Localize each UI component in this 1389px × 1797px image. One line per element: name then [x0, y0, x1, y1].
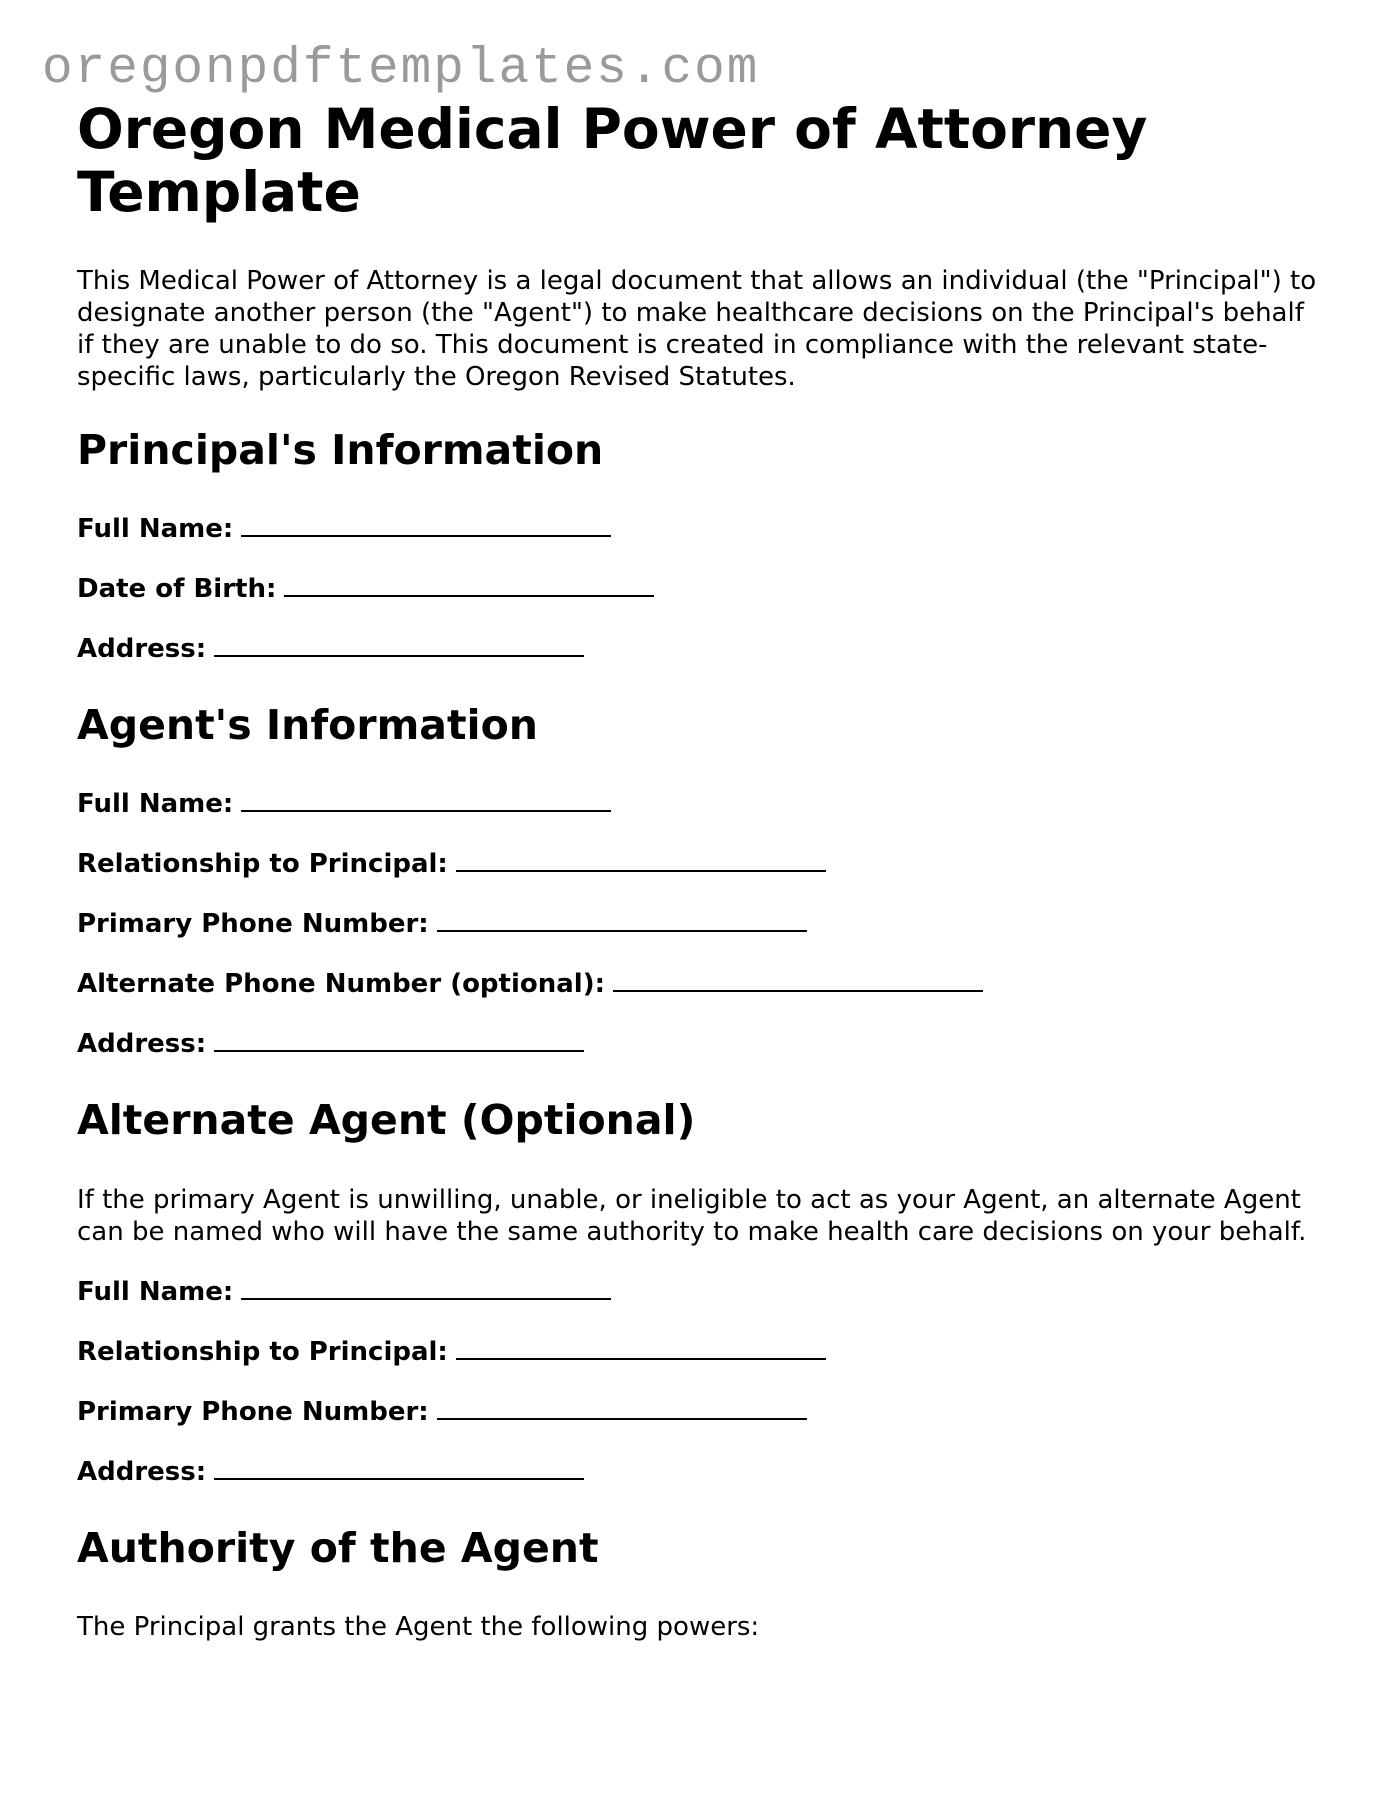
blank-line[interactable] [241, 788, 611, 812]
field-label: Address: [77, 634, 207, 664]
title-line-1: Oregon Medical Power of Attorney [77, 97, 1148, 161]
blank-line[interactable] [456, 1336, 826, 1360]
blank-line[interactable] [437, 908, 807, 932]
blank-line[interactable] [214, 1028, 584, 1052]
agent-full-name-field[interactable] [77, 788, 1327, 820]
title-line-2: Template [77, 160, 361, 224]
field-label: Address: [77, 1029, 207, 1059]
field-label: Relationship to Principal: [77, 849, 448, 879]
agent-alternate-phone-field[interactable] [77, 968, 1327, 1000]
principal-full-name-field[interactable] [77, 513, 1327, 545]
agent-relationship-field[interactable] [77, 848, 1327, 880]
blank-line[interactable] [241, 1276, 611, 1300]
authority-text: The Principal grants the Agent the following powers: [77, 1612, 760, 1642]
document-body [77, 98, 1327, 1669]
agent-primary-phone-field[interactable] [77, 908, 1327, 940]
document-title [77, 98, 1327, 224]
alternate-full-name-field[interactable] [77, 1276, 1327, 1308]
alternate-relationship-field[interactable] [77, 1336, 1327, 1368]
alternate-agent-heading: Alternate Agent (Optional) [77, 1096, 696, 1144]
field-label: Primary Phone Number: [77, 909, 429, 939]
field-label: Date of Birth: [77, 574, 277, 604]
intro-paragraph: This Medical Power of Attorney is a legal document that allows an individual (the "Principal") to designate another person (the "Agent") to make healthcare decisions on the Principal's behalf if they are unable to do so. This document is created in compliance with the relevant state-specific laws, particularly the Oregon Revised Statutes. [77, 266, 1317, 392]
field-label: Full Name: [77, 789, 234, 819]
alternate-primary-phone-field[interactable] [77, 1396, 1327, 1428]
agent-address-field[interactable] [77, 1028, 1327, 1060]
blank-line[interactable] [214, 633, 584, 657]
field-label: Full Name: [77, 514, 234, 544]
blank-line[interactable] [284, 573, 654, 597]
blank-line[interactable] [456, 848, 826, 872]
agent-heading: Agent's Information [77, 701, 538, 749]
field-label: Address: [77, 1457, 207, 1487]
principal-dob-field[interactable] [77, 573, 1327, 605]
blank-line[interactable] [613, 968, 983, 992]
watermark: oregonpdftemplates.com [42, 41, 760, 98]
authority-heading: Authority of the Agent [77, 1524, 599, 1572]
blank-line[interactable] [437, 1396, 807, 1420]
alternate-agent-description: If the primary Agent is unwilling, unable, or ineligible to act as your Agent, an alternate Agent can be named who will have the same authority to make health care decisions on your behalf. [77, 1185, 1307, 1247]
field-label: Relationship to Principal: [77, 1337, 448, 1367]
blank-line[interactable] [214, 1456, 584, 1480]
field-label: Full Name: [77, 1277, 234, 1307]
field-label: Primary Phone Number: [77, 1397, 429, 1427]
blank-line[interactable] [241, 513, 611, 537]
principal-heading: Principal's Information [77, 426, 604, 474]
principal-address-field[interactable] [77, 633, 1327, 665]
field-label: Alternate Phone Number (optional): [77, 969, 605, 999]
alternate-address-field[interactable] [77, 1456, 1327, 1488]
